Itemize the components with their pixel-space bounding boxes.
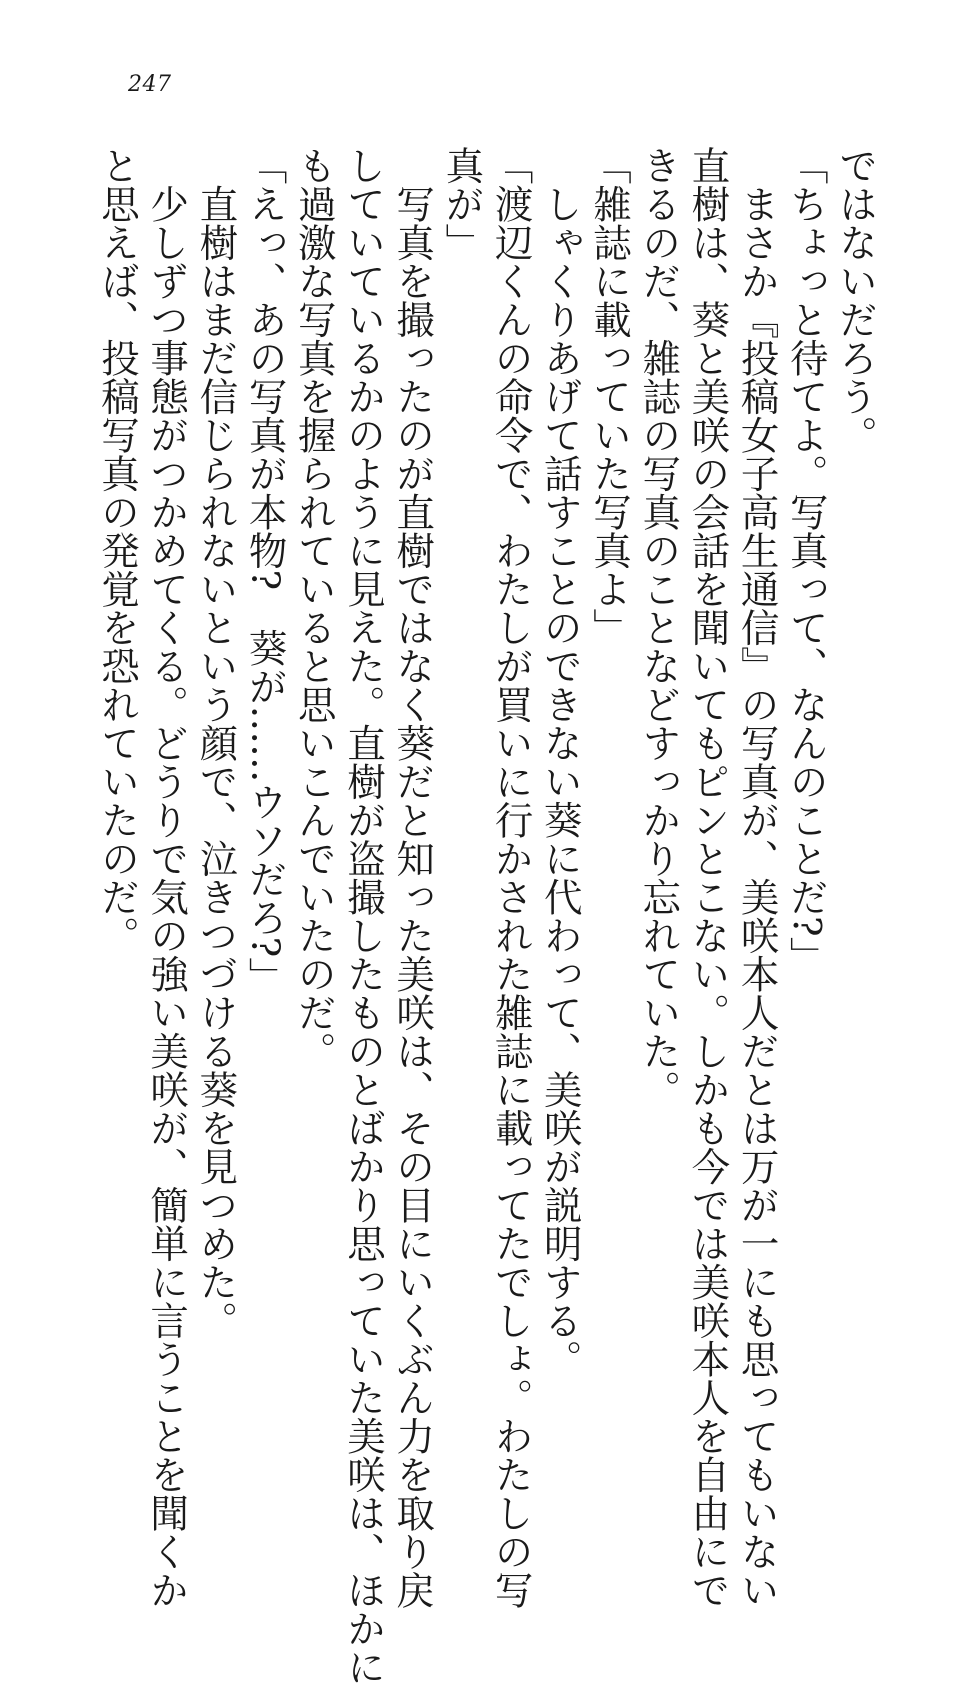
text-line: まさか『投稿女子高生通信』の写真が、美咲本人だとは万が一にも思ってもいない [734, 146, 780, 1609]
text-line: 「えっ、あの写真が本物? 葵が……ウソだろ?」 [242, 146, 288, 996]
text-line: 直樹はまだ信じられないという顔で、泣きつづける葵を見つめた。 [193, 146, 239, 1340]
text-line: 「雑誌に載っていた写真よ」 [586, 146, 632, 647]
text-line: と思えば、投稿写真の発覚を恐れていたのだ。 [94, 146, 140, 955]
text-line: 「ちょっと待てよ。写真って、なんのことだ?」 [783, 146, 829, 976]
text-line: きるのだ、雑誌の写真のことなどすっかり忘れていた。 [636, 146, 682, 1109]
text-line: 少しずつ事態がつかめてくる。どうりで気の強い美咲が、簡単に言うことを聞くか [144, 146, 190, 1609]
vertical-text-body [94, 146, 880, 1686]
text-line: 写真を撮ったのが直樹ではなく葵だと知った美咲は、その目にいくぶん力を取り戻 [390, 146, 436, 1609]
text-line: 「渡辺くんの命令で、わたしが買いに行かされた雑誌に載ってたでしょ。わたしの写 [488, 146, 534, 1609]
text-line: ではないだろう。 [833, 146, 878, 454]
page-number: 247 [128, 72, 172, 97]
text-line: していているかのように見えた。直樹が盗撮したものとばかり思っていた美咲は、ほかに [340, 146, 386, 1686]
text-line: しゃくりあげて話すことのできない葵に代わって、美咲が説明する。 [537, 146, 583, 1378]
text-line: 直樹は、葵と美咲の会話を聞いてもピンとこない。しかも今では美咲本人を自由にで [685, 146, 731, 1609]
text-line: 真が」 [439, 146, 485, 262]
text-line: も過激な写真を握られていると思いこんでいたのだ。 [291, 146, 337, 1070]
